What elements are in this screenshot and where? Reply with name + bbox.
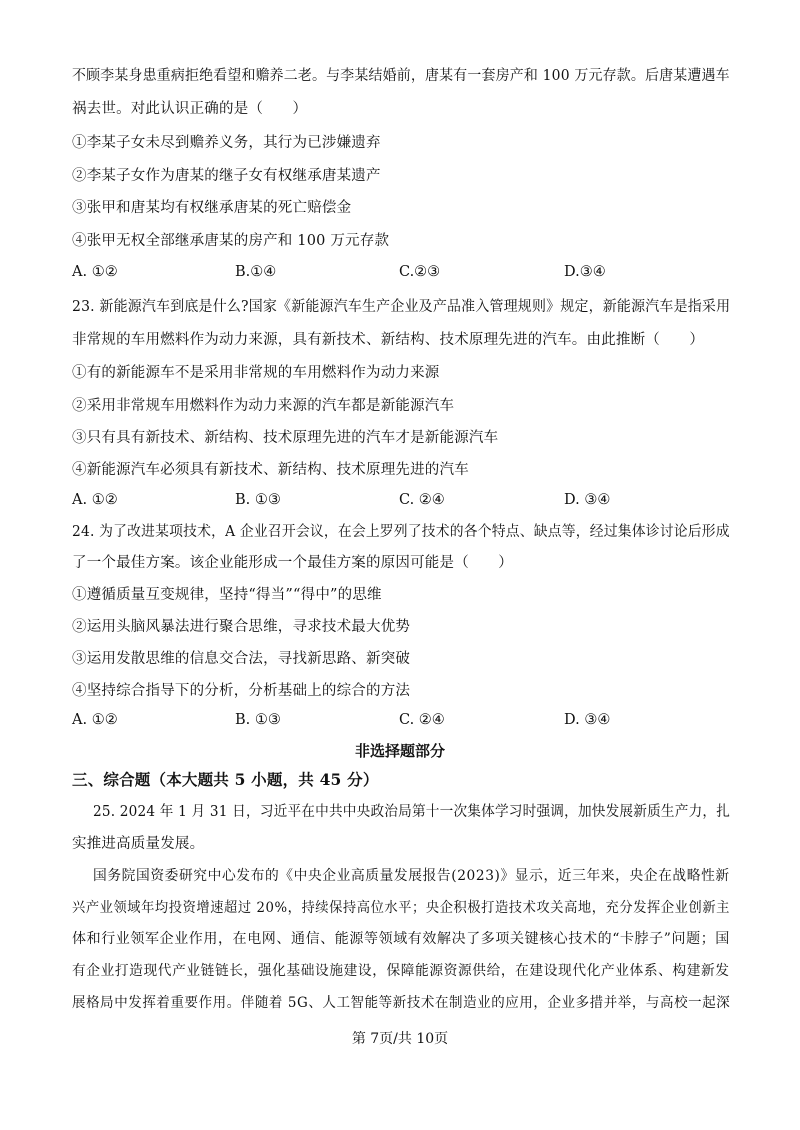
page-footer: 第 7页/共 10页 — [351, 1031, 449, 1047]
q25-paragraph-line-2: 兴产业领域年均投资增速超过 20%，持续保持高位水平；央企积极打造技术攻关高地，充分发挥企业创新主 — [72, 900, 730, 916]
q25-paragraph-line-4: 有企业打造现代产业链链长，强化基础设施建设，保障能源资源供给，在建设现代化产业体系、构建新发 — [72, 963, 730, 979]
q23-option-d: D. ③④ — [564, 492, 611, 508]
q22-stem-line-1: 不顾李某身患重病拒绝看望和赡养二老。与李某结婚前，唐某有一套房产和 100 万元存款。后唐某遭遇车 — [72, 68, 730, 84]
q23-option-a: A. ①② — [72, 492, 118, 508]
q25-paragraph-line-1: 国务院国资委研究中心发布的《中央企业高质量发展报告(2023)》显示，近三年来，央企在战略性新 — [93, 868, 730, 884]
q22-item-1: ①李某子女未尽到赡养义务，其行为已涉嫌遗弃 — [72, 135, 381, 151]
q22-item-4: ④张甲无权全部继承唐某的房产和 100 万元存款 — [72, 233, 390, 249]
q24-option-c: C. ②④ — [399, 712, 445, 728]
q22-item-3: ③张甲和唐某均有权继承唐某的死亡赔偿金 — [72, 200, 352, 216]
q22-item-2: ②李某子女作为唐某的继子女有权继承唐某遗产 — [72, 168, 381, 184]
q25-stem-line-1: 25. 2024 年 1 月 31 日，习近平在中共中央政治局第十一次集体学习时强调，加快发展新质生产力，扎 — [93, 804, 731, 820]
q24-item-2: ②运用头脑风暴法进行聚合思维，寻求技术最大优势 — [72, 619, 411, 635]
q25-stem-line-2: 实推进高质量发展。 — [72, 836, 205, 852]
q24-item-3: ③运用发散思维的信息交合法，寻找新思路、新突破 — [72, 651, 411, 667]
q22-stem-line-2: 祸去世。对此认识正确的是（ ） — [72, 101, 308, 117]
q22-option-a: A. ①② — [72, 264, 118, 280]
q23-option-b: B. ①③ — [235, 492, 281, 508]
q24-item-1: ①遵循质量互变规律，坚持“得当”“得中”的思维 — [72, 587, 382, 603]
section-title: 非选择题部分 — [354, 742, 445, 760]
q24-option-a: A. ①② — [72, 712, 118, 728]
q23-stem-line-1: 23. 新能源汽车到底是什么?国家《新能源汽车生产企业及产品准入管理规则》规定，新能源汽车是指采用 — [72, 299, 731, 315]
q25-paragraph-line-3: 体和行业领军企业作用，在电网、通信、能源等领域有效解决了多项关键核心技术的“卡脖子”问题；国 — [72, 931, 730, 947]
q23-item-1: ①有的新能源车不是采用非常规的车用燃料作为动力来源 — [72, 365, 440, 381]
q24-option-d: D. ③④ — [564, 712, 611, 728]
part-heading: 三、综合题（本大题共 5 小题，共 45 分） — [72, 770, 379, 789]
q23-option-c: C. ②④ — [399, 492, 445, 508]
q24-item-4: ④坚持综合指导下的分析，分析基础上的综合的方法 — [72, 683, 411, 699]
q25-paragraph-line-5: 展格局中发挥着重要作用。伴随着 5G、人工智能等新技术在制造业的应用，企业多措并举，与高校一起深 — [72, 995, 731, 1011]
q24-option-b: B. ①③ — [235, 712, 281, 728]
q22-option-c: C.②③ — [399, 264, 441, 280]
q23-stem-line-2: 非常规的车用燃料作为动力来源，具有新技术、新结构、技术原理先进的汽车。由此推断（ ） — [72, 332, 705, 348]
q24-stem-line-2: 了一个最佳方案。该企业能形成一个最佳方案的原因可能是（ ） — [72, 555, 513, 571]
q23-item-3: ③只有具有新技术、新结构、技术原理先进的汽车才是新能源汽车 — [72, 430, 499, 446]
q24-stem-line-1: 24. 为了改进某项技术，A 企业召开会议，在会上罗列了技术的各个特点、缺点等，经过集体诊讨论后形成 — [72, 524, 730, 540]
q23-item-2: ②采用非常规车用燃料作为动力来源的汽车都是新能源汽车 — [72, 398, 455, 414]
q22-option-d: D.③④ — [564, 264, 606, 280]
q23-item-4: ④新能源汽车必须具有新技术、新结构、技术原理先进的汽车 — [72, 462, 469, 478]
q22-option-b: B.①④ — [235, 264, 277, 280]
